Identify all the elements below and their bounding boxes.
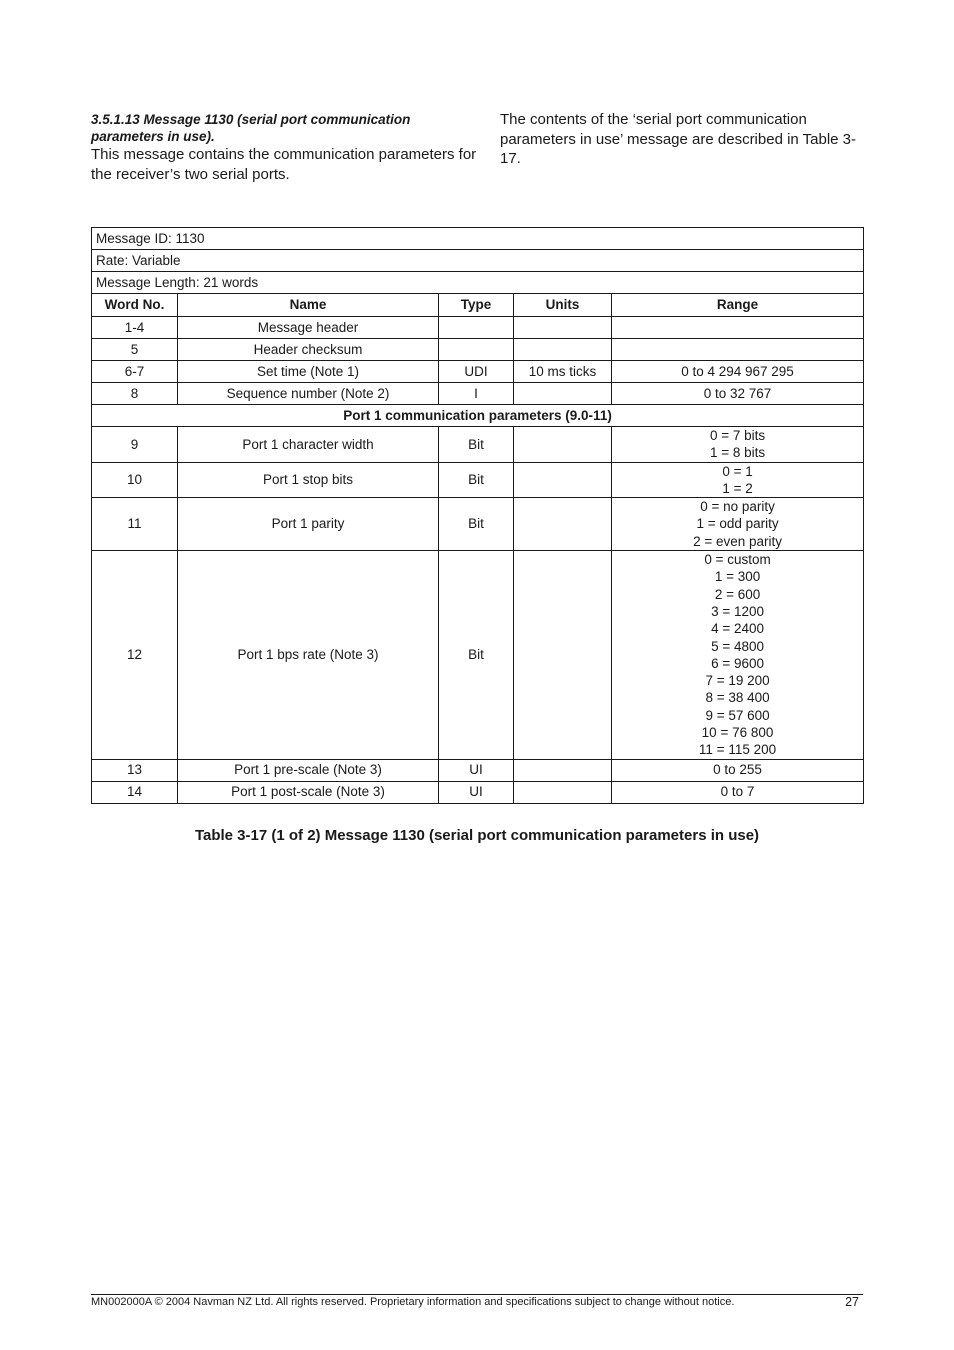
range-cell: 0 = 7 bits 1 = 8 bits [612, 427, 864, 463]
word-cell: 8 [92, 383, 178, 405]
section-heading: 3.5.1.13 Message 1130 (serial port communication parameters in use). [91, 112, 411, 144]
range-cell: 0 to 4 294 967 295 [612, 361, 864, 383]
units-cell [514, 317, 612, 339]
units-cell [514, 759, 612, 781]
info-row-message-id [92, 228, 864, 250]
header-name: Name [178, 294, 439, 317]
message-length-cell: Message Length: 21 words [92, 272, 864, 294]
type-cell: Bit [439, 551, 514, 760]
info-row-rate [92, 250, 864, 272]
type-cell: Bit [439, 498, 514, 551]
type-cell: I [439, 383, 514, 405]
table-row [92, 498, 864, 551]
table-row [92, 462, 864, 498]
type-cell: UDI [439, 361, 514, 383]
name-cell: Port 1 parity [178, 498, 439, 551]
header-type: Type [439, 294, 514, 317]
word-cell: 5 [92, 339, 178, 361]
message-table [91, 227, 864, 804]
section-title: Port 1 communication parameters (9.0-11) [92, 405, 864, 427]
name-cell: Port 1 stop bits [178, 462, 439, 498]
units-cell [514, 462, 612, 498]
word-cell: 12 [92, 551, 178, 760]
intro-paragraph: This message contains the communication parameters for the receiver’s two serial ports. [91, 146, 477, 183]
page-number: 27 [845, 1295, 859, 1309]
table-row [92, 427, 864, 463]
word-cell: 10 [92, 462, 178, 498]
word-cell: 11 [92, 498, 178, 551]
range-cell: 0 = 1 1 = 2 [612, 462, 864, 498]
table-row [92, 759, 864, 781]
table-caption: Table 3-17 (1 of 2) Message 1130 (serial port communication parameters in use) [194, 827, 760, 844]
units-cell [514, 498, 612, 551]
units-cell [514, 383, 612, 405]
range-cell: 0 to 32 767 [612, 383, 864, 405]
units-cell [514, 339, 612, 361]
word-cell: 14 [92, 781, 178, 803]
name-cell: Sequence number (Note 2) [178, 383, 439, 405]
footer-copyright: MN002000A © 2004 Navman NZ Ltd. All rights reserved. Proprietary information and specifications subject to change without notice. [91, 1296, 735, 1308]
name-cell: Message header [178, 317, 439, 339]
type-cell [439, 317, 514, 339]
table-row [92, 317, 864, 339]
word-cell: 13 [92, 759, 178, 781]
name-cell: Set time (Note 1) [178, 361, 439, 383]
rate-cell: Rate: Variable [92, 250, 864, 272]
word-cell: 1-4 [92, 317, 178, 339]
range-cell [612, 317, 864, 339]
type-cell: Bit [439, 427, 514, 463]
type-cell: UI [439, 759, 514, 781]
name-cell: Port 1 bps rate (Note 3) [178, 551, 439, 760]
range-cell: 0 to 7 [612, 781, 864, 803]
range-cell: 0 = custom 1 = 300 2 = 600 3 = 1200 4 = 2400 5 = 4800 6 = 9600 7 = 19 200 8 = 38 400 9 = 57 600 10 = 76 800 11 = 115 200 [612, 551, 864, 760]
table-row [92, 339, 864, 361]
word-cell: 6-7 [92, 361, 178, 383]
table-row [92, 551, 864, 760]
range-cell: 0 to 255 [612, 759, 864, 781]
name-cell: Port 1 pre-scale (Note 3) [178, 759, 439, 781]
message-id-cell: Message ID: 1130 [92, 228, 864, 250]
units-cell [514, 781, 612, 803]
table-row [92, 361, 864, 383]
units-cell [514, 427, 612, 463]
type-cell: Bit [439, 462, 514, 498]
table-reference-paragraph: The contents of the ‘serial port communication parameters in use’ message are described in Table 3-17. [500, 111, 857, 167]
info-row-message-length [92, 272, 864, 294]
type-cell [439, 339, 514, 361]
units-cell [514, 551, 612, 760]
header-units: Units [514, 294, 612, 317]
table-header-row [92, 294, 864, 317]
type-cell: UI [439, 781, 514, 803]
word-cell: 9 [92, 427, 178, 463]
range-cell: 0 = no parity 1 = odd parity 2 = even parity [612, 498, 864, 551]
header-word-no: Word No. [92, 294, 178, 317]
range-cell [612, 339, 864, 361]
table-row [92, 383, 864, 405]
name-cell: Header checksum [178, 339, 439, 361]
header-range: Range [612, 294, 864, 317]
name-cell: Port 1 post-scale (Note 3) [178, 781, 439, 803]
table-row [92, 781, 864, 803]
units-cell: 10 ms ticks [514, 361, 612, 383]
footer-divider [91, 1294, 863, 1295]
section-row [92, 405, 864, 427]
name-cell: Port 1 character width [178, 427, 439, 463]
